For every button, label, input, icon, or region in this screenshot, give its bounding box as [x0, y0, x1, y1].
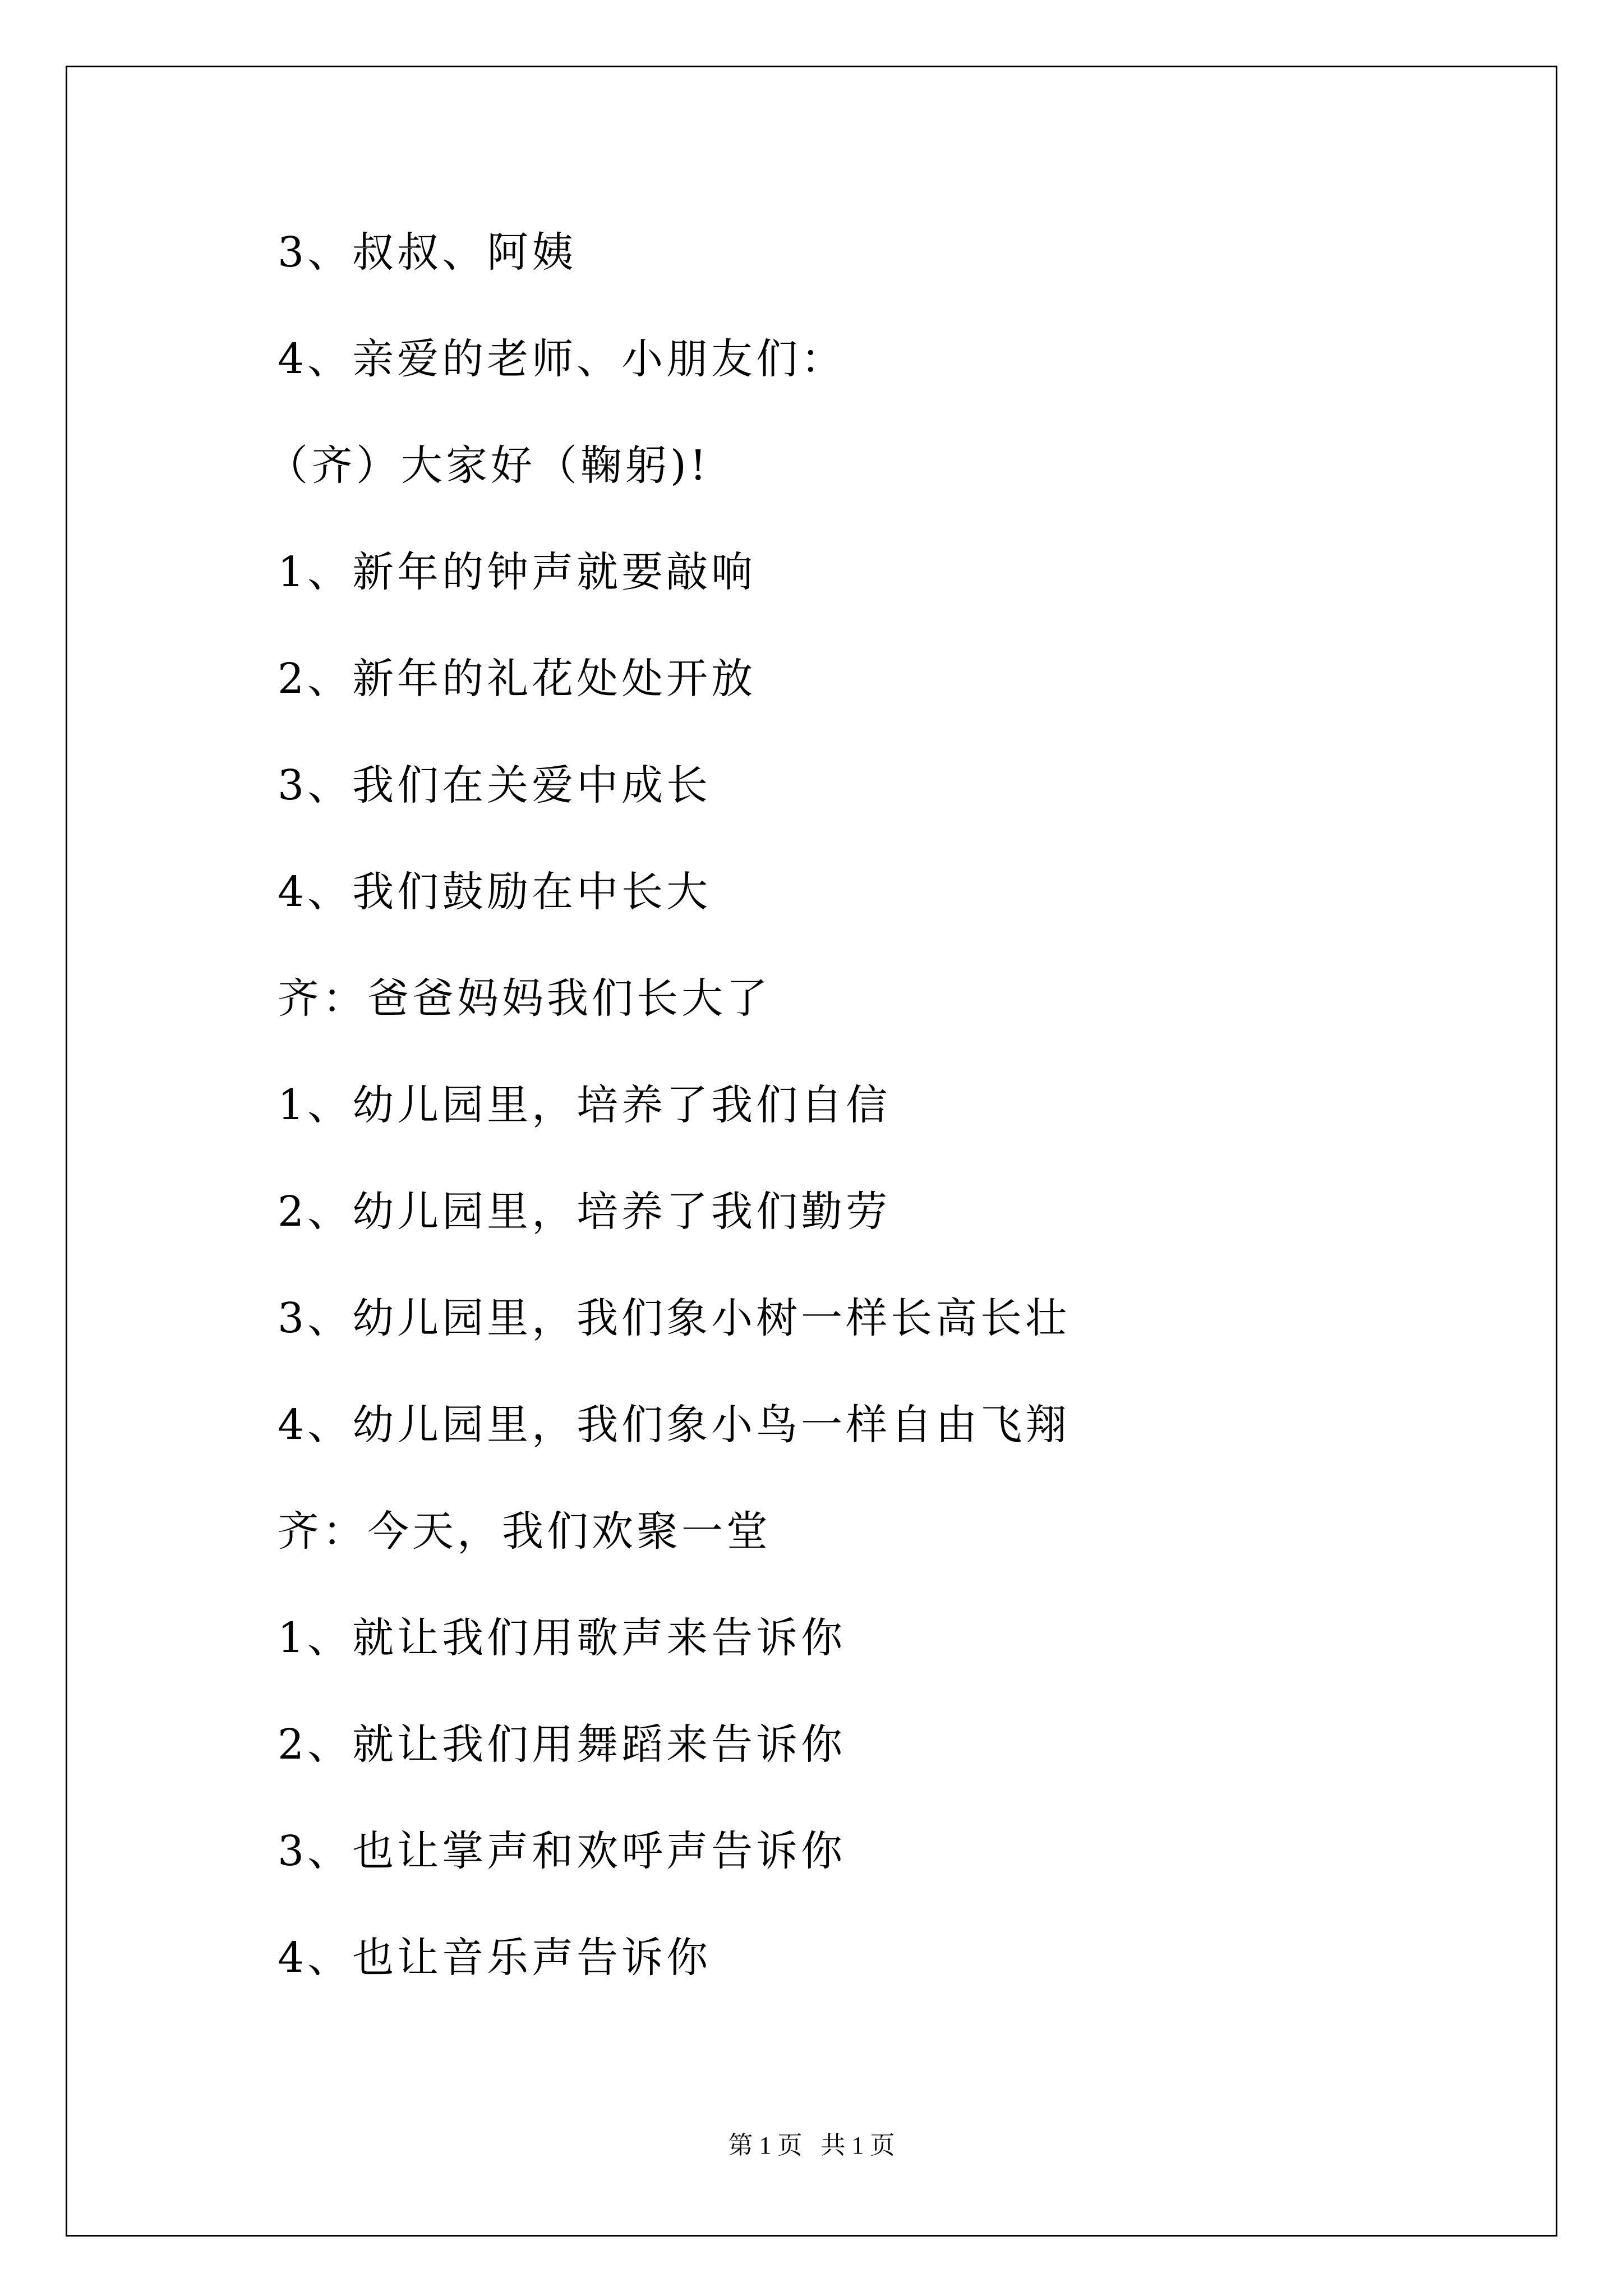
- text-line: 3、叔叔、阿姨: [278, 228, 577, 277]
- text-line: （齐）大家好（鞠躬)!: [266, 441, 710, 490]
- text-line: 3、幼儿园里，我们象小树一样长高长壮: [278, 1294, 1071, 1342]
- text-line: 4、亲爱的老师、小朋友们：: [278, 335, 846, 383]
- text-line: 2、新年的礼花处处开放: [278, 655, 757, 703]
- page-number-footer: 第 1 页 共 1 页: [728, 2132, 895, 2159]
- text-line: 4、我们鼓励在中长大: [278, 868, 712, 916]
- text-line: 齐：今天，我们欢聚一堂: [278, 1507, 771, 1556]
- text-line: 1、幼儿园里，培养了我们自信: [278, 1081, 891, 1129]
- text-line: 4、也让音乐声告诉你: [278, 1934, 712, 1982]
- text-line: 4、幼儿园里，我们象小鸟一样自由飞翔: [278, 1401, 1071, 1449]
- text-line: 1、新年的钟声就要敲响: [278, 548, 757, 596]
- text-line: 3、也让掌声和欢呼声告诉你: [278, 1827, 846, 1875]
- text-line: 2、幼儿园里，培养了我们勤劳: [278, 1188, 891, 1236]
- text-line: 齐：爸爸妈妈我们长大了: [278, 974, 771, 1023]
- page-border: [66, 66, 1557, 2237]
- text-line: 1、就让我们用歌声来告诉你: [278, 1614, 846, 1662]
- text-line: 2、就让我们用舞蹈来告诉你: [278, 1720, 846, 1769]
- text-line: 3、我们在关爱中成长: [278, 761, 712, 809]
